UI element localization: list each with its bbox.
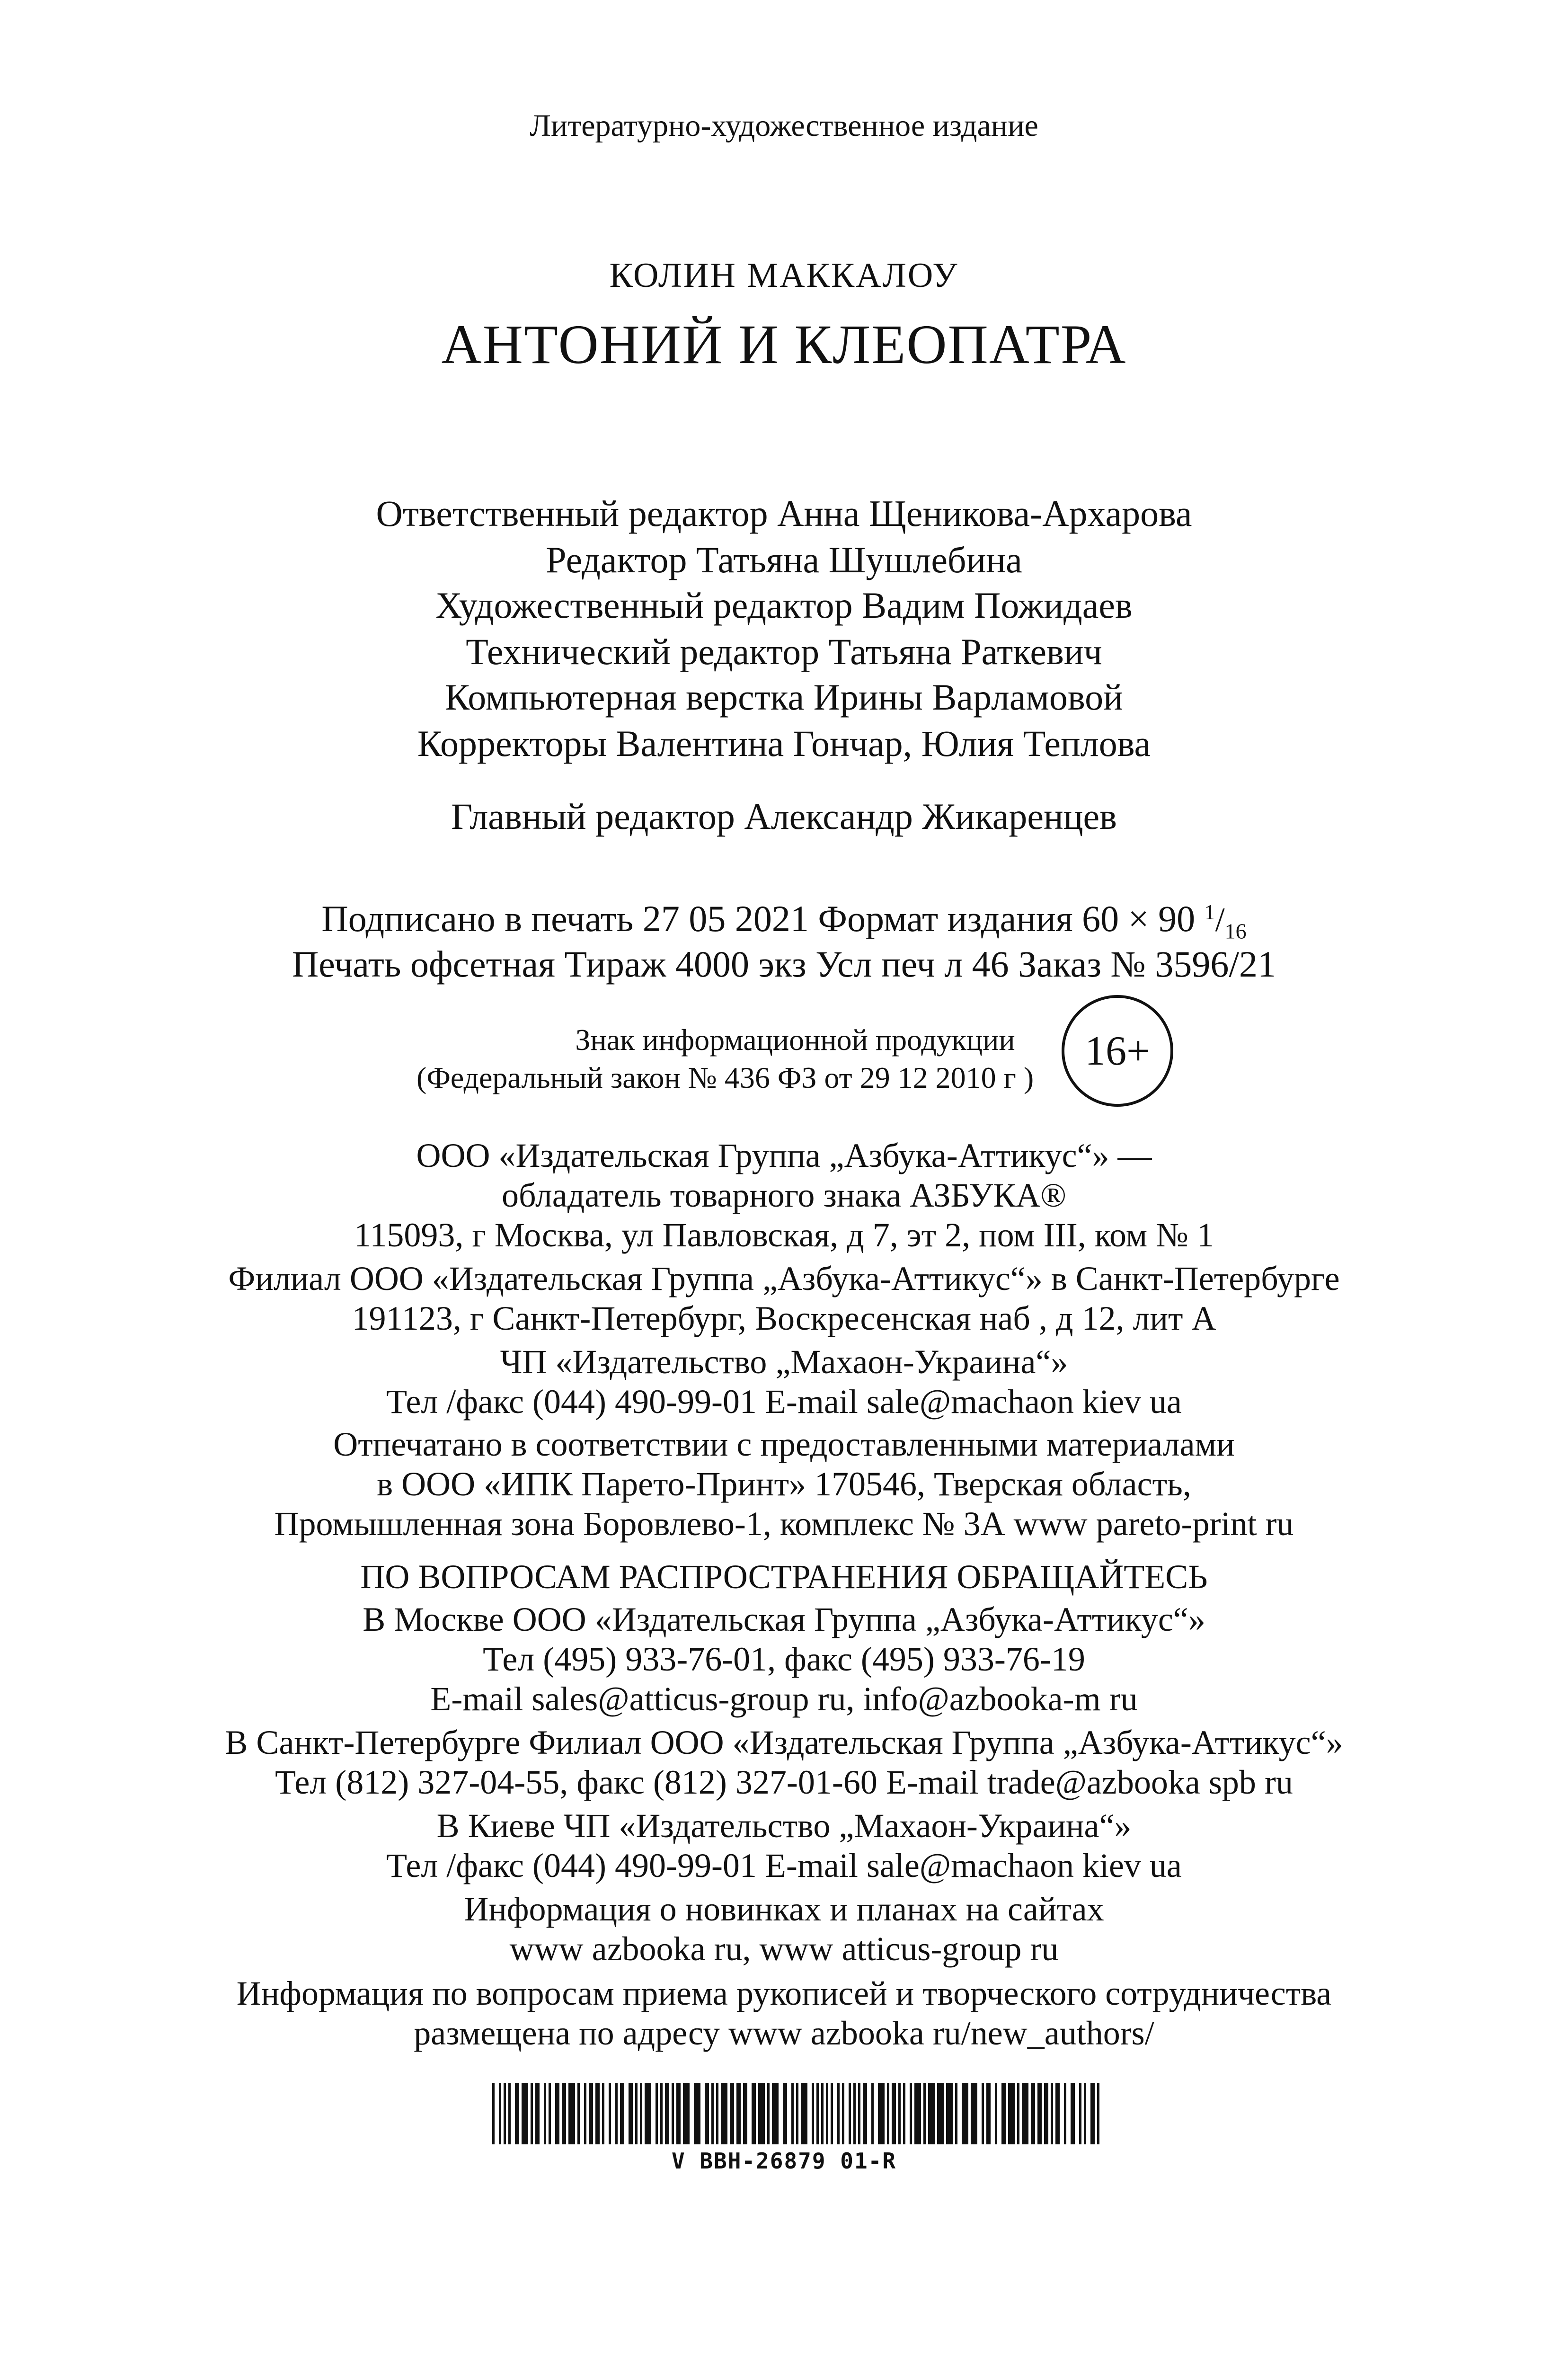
barcode-bar (1022, 2083, 1028, 2144)
print-info-text: Подписано в печать 27 05 2021 Формат издания 60 × 90 (321, 898, 1205, 939)
barcode-bar (995, 2083, 997, 2144)
barcode-bar (853, 2083, 856, 2144)
distribution-spb-line: Тел (812) 327-04-55, факс (812) 327-01-60 E-mail trade@azbooka spb ru (275, 1763, 1293, 1801)
barcode-bar (676, 2083, 681, 2144)
websites-line: www azbooka ru, www atticus-group ru (509, 1930, 1059, 1968)
barcode-bar (522, 2083, 528, 2144)
product-notice-line-1: Знак информационной продукции (575, 1023, 1015, 1057)
printing-house-line: в ООО «ИПК Парето-Принт» 170546, Тверская область, (377, 1465, 1191, 1503)
format-fraction: $^1/_{16}$ (1204, 900, 1247, 943)
chief-editor: Главный редактор Александр Жикаренцев (451, 796, 1117, 837)
barcode-bar (910, 2083, 912, 2144)
barcode-bar (672, 2083, 674, 2144)
barcode-bar (1064, 2083, 1066, 2144)
barcode-bar (1084, 2083, 1086, 2144)
barcode-bar (705, 2083, 709, 2144)
barcode-bar (721, 2083, 727, 2144)
barcode-bar (730, 2083, 734, 2144)
barcode-bar (971, 2083, 977, 2144)
authors-info-line: Информация по вопросам приема рукописей и творческого сотрудничества (236, 1974, 1332, 2012)
print-info-line-1 (0, 898, 1568, 943)
barcode-bar (660, 2083, 663, 2144)
author-name: КОЛИН МАККАЛОУ (609, 256, 959, 295)
barcode-bar (609, 2083, 611, 2144)
barcode-bar (858, 2083, 860, 2144)
barcode-bar (937, 2083, 944, 2144)
credit-line: Технический редактор Татьяна Раткевич (466, 631, 1102, 672)
barcode-bar (849, 2083, 851, 2144)
barcode-bar (620, 2083, 624, 2144)
barcode-bar (544, 2083, 546, 2144)
barcode-bar (982, 2083, 984, 2144)
barcode-bar (595, 2083, 600, 2144)
barcode-bar (562, 2083, 566, 2144)
publisher-line: ООО «Издательская Группа „Азбука-Аттикус“» — (416, 1137, 1152, 1174)
branch-line: Филиал ООО «Издательская Группа „Азбука-Аттикус“» в Санкт-Петербурге (228, 1260, 1340, 1297)
barcode-bar (640, 2083, 642, 2144)
edition-type: Литературно-художественное издание (530, 108, 1038, 143)
barcode-bar (1008, 2083, 1015, 2144)
barcode-bar (986, 2083, 991, 2144)
barcode-bar (1001, 2083, 1006, 2144)
barcode-bar (842, 2083, 844, 2144)
barcode-bar (767, 2083, 770, 2144)
barcode-bar (816, 2083, 819, 2144)
barcode-bar (914, 2083, 921, 2144)
barcode-bar (645, 2083, 651, 2144)
barcode-bar (1051, 2083, 1053, 2144)
barcode-bar (791, 2083, 794, 2144)
barcode-bar (831, 2083, 833, 2144)
barcode-bar (878, 2083, 885, 2144)
distribution-moscow-line: E-mail sales@atticus-group ru, info@azbooka-m ru (430, 1680, 1138, 1718)
distribution-kiev-line: Тел /факс (044) 490-99-01 E-mail sale@machaon kiev ua (386, 1847, 1182, 1884)
barcode-bar (555, 2083, 559, 2144)
barcode-bar (499, 2083, 501, 2144)
barcode-bar (615, 2083, 618, 2144)
barcode-bar (683, 2083, 690, 2144)
barcode-bar (892, 2083, 896, 2144)
publisher-address: 115093, г Москва, ул Павловская, д 7, эт 2, пом III, ком № 1 (354, 1216, 1214, 1254)
barcode-bar (812, 2083, 814, 2144)
barcode-bar (584, 2083, 586, 2144)
barcode-bar (826, 2083, 828, 2144)
barcode-bar (887, 2083, 889, 2144)
credit-line: Ответственный редактор Анна Щеникова-Архарова (376, 493, 1192, 534)
barcode-bar (1017, 2083, 1019, 2144)
barcode-bar (1079, 2083, 1081, 2144)
barcode-bar (743, 2083, 747, 2144)
barcode-bar (871, 2083, 874, 2144)
barcode-bar (1097, 2083, 1099, 2144)
printing-house-line: Отпечатано в соответствии с предоставленными материалами (333, 1425, 1235, 1463)
age-rating-badge: 16+ (1062, 995, 1173, 1107)
barcode-bar (1090, 2083, 1095, 2144)
distribution-kiev-line: В Киеве ЧП «Издательство „Махаон-Украина“» (436, 1807, 1132, 1845)
barcode-bar (577, 2083, 580, 2144)
barcode-bar (665, 2083, 669, 2144)
barcode-bar (508, 2083, 511, 2144)
barcode-bar (535, 2083, 540, 2144)
authors-info-line: размещена по адресу www azbooka ru/new_authors/ (414, 2014, 1154, 2052)
barcode-bar (752, 2083, 756, 2144)
barcode-bar (736, 2083, 741, 2144)
barcode-bar (694, 2083, 700, 2144)
distribution-spb-line: В Санкт-Петербурге Филиал ООО «Издательская Группа „Азбука-Аттикус“» (225, 1724, 1343, 1761)
barcode (492, 2083, 1100, 2144)
barcode-bar (821, 2083, 824, 2144)
distribution-moscow-line: В Москве ООО «Издательская Группа „Азбука-Аттикус“» (363, 1600, 1205, 1638)
barcode-bar (863, 2083, 867, 2144)
barcode-bar (772, 2083, 779, 2144)
barcode-bar (515, 2083, 519, 2144)
barcode-bar (549, 2083, 551, 2144)
barcode-bar (589, 2083, 593, 2144)
barcode-bar (923, 2083, 926, 2144)
barcode-bar (568, 2083, 575, 2144)
barcode-bar (1055, 2083, 1060, 2144)
branch-address: 191123, г Санкт-Петербург, Воскресенская наб , д 12, лит А (352, 1299, 1216, 1337)
product-notice-line-2: (Федеральный закон № 436 ФЗ от 29 12 2010 г ) (416, 1061, 1034, 1094)
barcode-bar (837, 2083, 840, 2144)
barcode-bar (962, 2083, 968, 2144)
publisher-line: обладатель товарного знака АЗБУКА® (502, 1176, 1066, 1214)
barcode-bar (531, 2083, 533, 2144)
barcode-bar (1071, 2083, 1075, 2144)
barcode-bar (711, 2083, 714, 2144)
barcode-bar (758, 2083, 765, 2144)
ukraine-contacts: Тел /факс (044) 490-99-01 E-mail sale@machaon kiev ua (386, 1383, 1182, 1421)
barcode-bar (602, 2083, 604, 2144)
barcode-bar (796, 2083, 798, 2144)
barcode-bar (492, 2083, 495, 2144)
barcode-bar (801, 2083, 807, 2144)
barcode-bar (1031, 2083, 1035, 2144)
distribution-heading: ПО ВОПРОСАМ РАСПРОСТРАНЕНИЯ ОБРАЩАЙТЕСЬ (360, 1558, 1208, 1596)
credit-line: Редактор Татьяна Шушлебина (546, 539, 1022, 580)
print-info-line-2: Печать офсетная Тираж 4000 экз Усл печ л 46 Заказ № 3596/21 (292, 943, 1276, 985)
credit-line: Художественный редактор Вадим Пожидаев (435, 585, 1133, 626)
barcode-bar (903, 2083, 905, 2144)
barcode-bar (783, 2083, 787, 2144)
barcode-bar (1037, 2083, 1042, 2144)
barcode-bar (635, 2083, 638, 2144)
barcode-bar (656, 2083, 658, 2144)
barcode-bar (928, 2083, 935, 2144)
ukraine-publisher: ЧП «Издательство „Махаон-Украина“» (500, 1343, 1068, 1381)
barcode-bar (946, 2083, 953, 2144)
barcode-bar (1044, 2083, 1048, 2144)
barcode-bar (898, 2083, 901, 2144)
barcode-bar (629, 2083, 633, 2144)
barcode-text: V BBH-26879 01-R (671, 2148, 897, 2174)
barcode-bar (716, 2083, 718, 2144)
credit-line: Компьютерная верстка Ирины Варламовой (445, 676, 1123, 718)
barcode-bar (955, 2083, 957, 2144)
distribution-moscow-line: Тел (495) 933-76-01, факс (495) 933-76-19 (483, 1640, 1085, 1678)
credit-line: Корректоры Валентина Гончар, Юлия Теплова (417, 723, 1151, 764)
printing-house-line: Промышленная зона Боровлево-1, комплекс № 3А www pareto-print ru (274, 1505, 1294, 1543)
book-title: АНТОНИЙ И КЛЕОПАТРА (441, 313, 1127, 375)
websites-line: Информация о новинках и планах на сайтах (464, 1890, 1104, 1928)
barcode-bar (504, 2083, 506, 2144)
